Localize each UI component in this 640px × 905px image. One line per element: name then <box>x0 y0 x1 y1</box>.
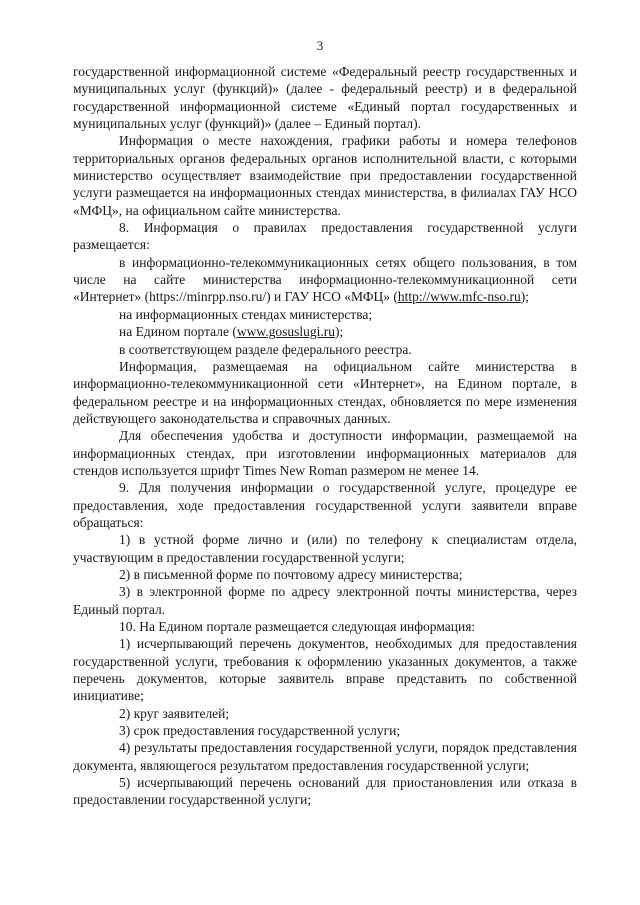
paragraph-updates: Информация, размещаемая на официальном сайте министерства в информационно-телекоммуникационной сети «Интернет», на Едином портале, в федеральном реестре и на информационных стендах, обновляется по мере изменения действующего законодательства и справочных данных. <box>73 358 577 426</box>
gosuslugi-link[interactable]: www.gosuslugi.ru <box>236 324 336 340</box>
paragraph-registry: государственной информационной системе «Федеральный реестр государственных и муниципальных услуг (функций)» (далее - федеральный реестр) и в федеральной государственной информационной системе «Единый портал государственных и муниципальных услуг (функций)» (далее – Единый портал). <box>73 64 577 132</box>
paragraph-item-8: 8. Информация о правилах предоставления государственной услуги размещается: <box>73 220 577 253</box>
page-number: 3 <box>316 38 324 53</box>
paragraph-item-10: 10. На Едином портале размещается следующая информация: <box>119 619 476 634</box>
list-item-term: 3) срок предоставления государственной услуги; <box>119 723 401 739</box>
paragraph-federal-registry-section: в соответствующем разделе федерального реестра. <box>119 341 412 357</box>
list-item-documents: 1) исчерпывающий перечень документов, необходимых для предоставления государственной услуги, требования к оформлению указанных документов, а также перечень документов, которые заявитель вправе представить по собственной инициативе; <box>73 636 577 704</box>
document-body <box>73 63 577 809</box>
list-item-electronic: 3) в электронной форме по адресу электронной почты министерства, через Единый портал. <box>73 584 577 617</box>
portal-text-end: ); <box>335 324 344 340</box>
list-item-results: 4) результаты предоставления государственной услуги, порядок представления документа, являющегося результатом предоставления государственной услуги; <box>73 740 577 773</box>
mfc-link[interactable]: http://www.mfc-nso.ru <box>397 289 521 305</box>
networks-text-end: ); <box>520 289 530 305</box>
paragraph-item-9: 9. Для получения информации о государственной услуге, процедуре ее предоставления, ходе предоставления государственной услуги заявители вправе обращаться: <box>73 480 577 530</box>
paragraph-portal <box>73 323 577 340</box>
portal-text: на Едином портале ( <box>119 324 237 340</box>
paragraph-networks <box>73 254 577 306</box>
list-item-refusal-grounds: 5) исчерпывающий перечень оснований для приостановления или отказа в предоставлении государственной услуги; <box>73 775 577 808</box>
list-item-written: 2) в письменной форме по почтовому адресу министерства; <box>119 566 463 582</box>
paragraph-font-size: Для обеспечения удобства и доступности информации, размещаемой на информационных стендах, при изготовлении информационных материалов для стендов используется шрифт Times New Roman размером не менее 14. <box>73 428 577 478</box>
paragraph-stands: на информационных стендах министерства; <box>119 306 373 322</box>
paragraph-territorial-bodies: Информация о месте нахождения, графики работы и номера телефонов территориальных органов федеральных органов исполнительной власти, с которыми министерство осуществляет взаимодействие при предоставлении государственной услуги размещается на информационных стендах министерства, в филиалах ГАУ НСО «МФЦ», на официальном сайте министерства. <box>73 133 577 218</box>
networks-text: в информационно-телекоммуникационных сетях общего пользования, в том числе на сайте министерства информационно-телекоммуникационной сети «Интернет» (https://minrpp.nso.ru/) и ГАУ НСО «МФЦ» ( <box>73 254 577 305</box>
list-item-oral: 1) в устной форме лично и (или) по телефону к специалистам отдела, участвующим в предоставлении государственной услуги; <box>73 532 577 565</box>
list-item-applicants: 2) круг заявителей; <box>119 705 230 721</box>
